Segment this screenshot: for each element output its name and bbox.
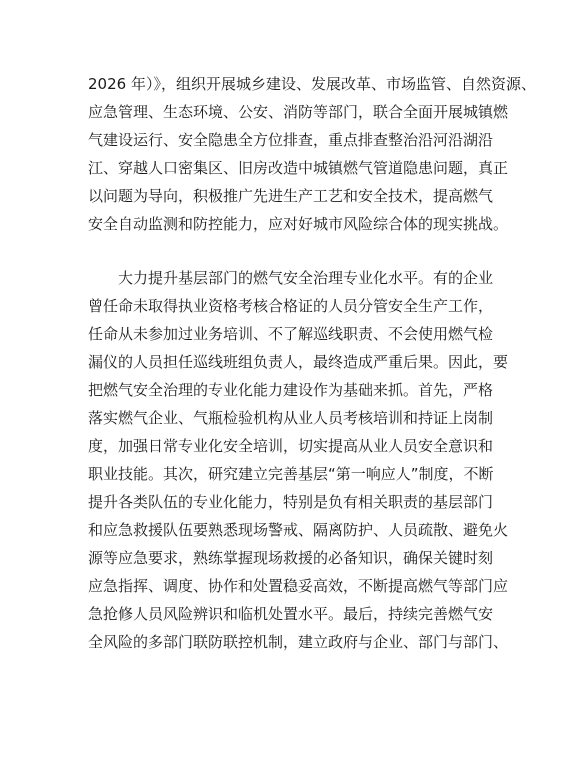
text-line: 落实燃气企业、气瓶检验机构从业人员考核培训和持证上岗制 [88, 409, 494, 427]
text-line: 提升各类队伍的专业化能力，特别是负有相关职责的基层部门 [88, 493, 494, 511]
text-line: 职业技能。其次，研究建立完善基层“第一响应人”制度，不断 [88, 465, 494, 483]
text-line: 气建设运行、安全隐患全方位排查，重点排查整治沿河沿湖沿 [88, 131, 494, 149]
text-line: 全风险的多部门联防联控机制，建立政府与企业、部门与部门、 [88, 633, 509, 651]
text-line: 曾任命未取得执业资格考核合格证的人员分管安全生产工作， [88, 297, 494, 315]
paragraph-1 [88, 70, 536, 238]
text-line: 大力提升基层部门的燃气安全治理专业化水平。有的企业 [88, 269, 494, 287]
text-line: 急抢修人员风险辨识和临机处置水平。最后，持续完善燃气安 [88, 605, 494, 623]
text-line: 安全自动监测和防控能力，应对好城市风险综合体的现实挑战。 [88, 215, 509, 233]
text-line: 应急管理、生态环境、公安、消防等部门，联合全面开展城镇燃 [88, 103, 509, 121]
text-line: 源等应急要求，熟练掌握现场救援的必备知识，确保关键时刻 [88, 549, 494, 567]
text-line: 漏仪的人员担任巡线班组负责人，最终造成严重后果。因此，要 [88, 353, 509, 371]
text-line: 和应急救援队伍要熟悉现场警戒、隔离防护、人员疏散、避免火 [88, 521, 509, 539]
text-line: 把燃气安全治理的专业化能力建设作为基础来抓。首先，严格 [88, 381, 494, 399]
text-line: 以问题为导向，积极推广先进生产工艺和安全技术，提高燃气 [88, 187, 494, 205]
text-line: 应急指挥、调度、协作和处置稳妥高效，不断提高燃气等部门应 [88, 577, 509, 595]
text-line: 江、穿越人口密集区、旧房改造中城镇燃气管道隐患问题，真正 [88, 159, 509, 177]
text-line: 任命从未参加过业务培训、不了解巡线职责、不会使用燃气检 [88, 325, 494, 343]
text-line: 度，加强日常专业化安全培训，切实提高从业人员安全意识和 [88, 437, 494, 455]
paragraph-2 [88, 264, 508, 656]
text-line: 2026 年）》，组织开展城乡建设、发展改革、市场监管、自然资源、 [88, 75, 536, 93]
